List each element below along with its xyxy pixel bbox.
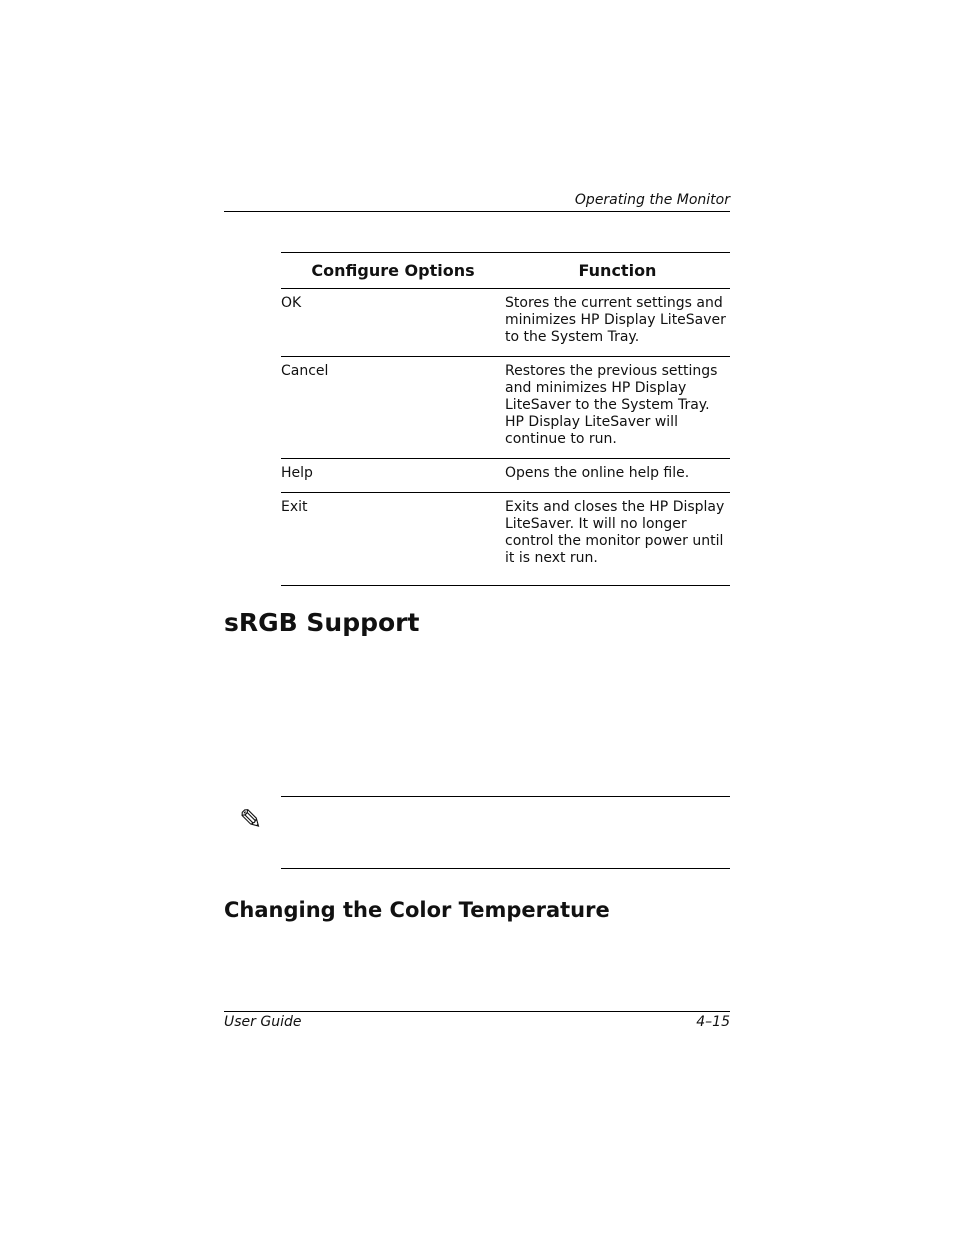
color-temperature-heading: Changing the Color Temperature [224,898,610,922]
pencil-note-icon: ✎ [239,803,263,836]
footer-page-number: 4–15 [696,1014,730,1030]
note-block [235,796,730,870]
table-header-row [281,253,730,289]
table-row [281,459,730,493]
table-row [281,357,730,459]
option-cell: Help [281,459,505,493]
note-rule-top [281,796,730,797]
running-header: Operating the Monitor [574,192,730,208]
table-row [281,493,730,586]
function-cell: Stores the current settings and minimizes HP Display LiteSaver to the System Tray. [505,289,730,357]
configure-options-table [281,252,730,586]
function-cell: Opens the online help file. [505,459,730,493]
table-row [281,289,730,357]
option-cell: Exit [281,493,505,586]
column-header-configure-options: Configure Options [281,253,505,289]
note-rule-bottom [281,868,730,869]
function-cell: Exits and closes the HP Display LiteSaver. It will no longer control the monitor power until it is next run. [505,493,730,586]
column-header-function: Function [505,253,730,289]
header-rule [224,211,730,212]
function-cell: Restores the previous settings and minimizes HP Display LiteSaver to the System Tray. HP Display LiteSaver will continue to run. [505,357,730,459]
option-cell: Cancel [281,357,505,459]
footer-doc-title: User Guide [224,1014,302,1030]
srgb-support-heading: sRGB Support [224,608,420,637]
option-cell: OK [281,289,505,357]
